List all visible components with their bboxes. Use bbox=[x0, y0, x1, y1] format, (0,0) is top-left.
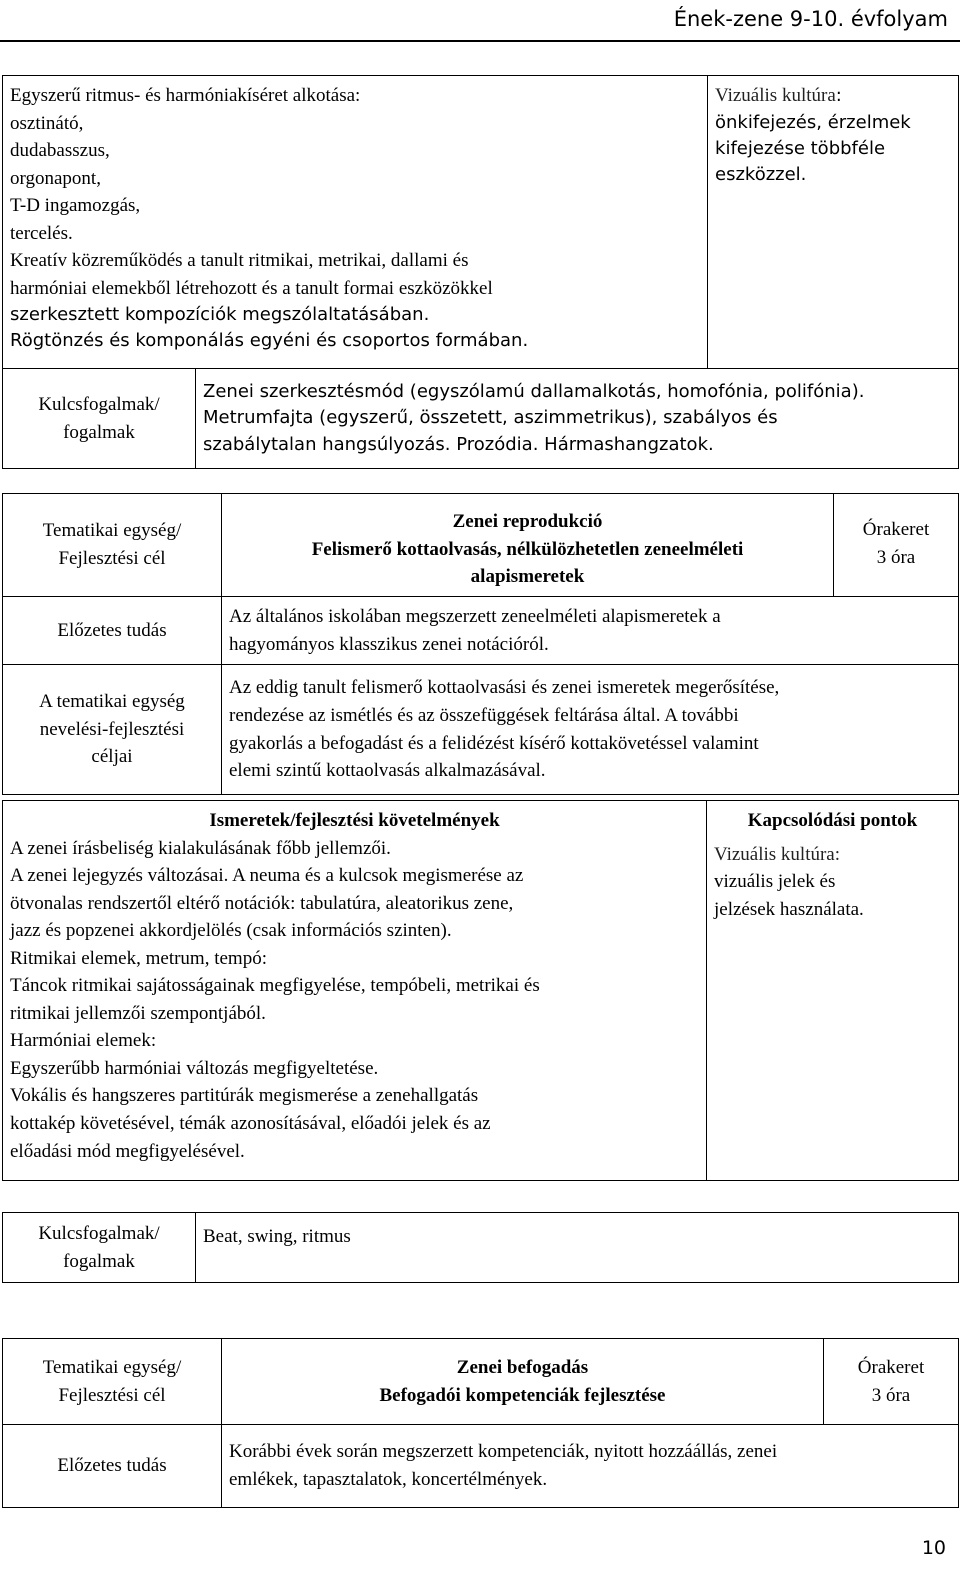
connection-heading: Vizuális kultúra bbox=[715, 85, 836, 106]
concept-line: Metrumfajta (egyszerű, összetett, aszimmetrikus), szabályos és bbox=[203, 407, 778, 429]
unit2-title-cell bbox=[222, 1339, 824, 1425]
label-line: Kulcsfogalmak/ bbox=[38, 393, 160, 415]
connection-line: vizuális jelek és bbox=[714, 871, 836, 893]
label-line: nevelési-fejlesztési bbox=[39, 718, 185, 740]
req-line: osztinátó, bbox=[10, 112, 84, 134]
label-line: céljai bbox=[91, 746, 133, 768]
unit2-hours-cell bbox=[824, 1339, 959, 1425]
label-line: fogalmak bbox=[63, 421, 135, 443]
concept-line: Zenei szerkesztésmód (egyszólamú dallamalkotás, homofónia, polifónia). bbox=[203, 381, 865, 403]
kulcsfogalmak-content bbox=[196, 369, 959, 469]
requirements-heading: Ismeretek/fejlesztési követelmények bbox=[209, 810, 500, 831]
hours-value: 3 óra bbox=[871, 1384, 911, 1406]
kulcsfogalmak-label bbox=[3, 369, 196, 469]
unit1-title-cell bbox=[222, 494, 834, 597]
prior-line: hagyományos klasszikus zenei notációról. bbox=[229, 633, 549, 655]
unit2-table bbox=[2, 1338, 959, 1508]
req-line: szerkesztett kompozíciók megszólaltatásában. bbox=[10, 304, 430, 326]
req-line: dudabasszus, bbox=[10, 140, 110, 162]
connection-line: jelzések használata. bbox=[714, 898, 864, 920]
goal-line: rendezése az ismétlés és az összefüggések feltárása által. A további bbox=[229, 704, 739, 726]
req-line: Táncok ritmikai sajátosságainak megfigyelése, tempóbeli, metrikai és bbox=[10, 975, 540, 997]
header-rule bbox=[0, 40, 960, 42]
concept-line: szabálytalan hangsúlyozás. Prozódia. Hármashangzatok. bbox=[203, 433, 714, 455]
goal-line: elemi szintű kottaolvasás alkalmazásával. bbox=[229, 760, 546, 782]
req-line: T-D ingamozgás, bbox=[10, 195, 141, 217]
unit1-subtitle: Felismerő kottaolvasás, nélkülözhetetlen zeneelméleti bbox=[311, 538, 744, 560]
page-number: 10 bbox=[921, 1537, 946, 1560]
connection-line: eszközzel. bbox=[715, 163, 807, 185]
continuation-table bbox=[2, 75, 959, 469]
unit1-goals-label bbox=[3, 665, 222, 795]
req-line: Vokális és hangszeres partitúrák megismerése a zenehallgatás bbox=[10, 1085, 479, 1107]
req-line: előadási mód megfigyelésével. bbox=[10, 1140, 245, 1162]
requirements-cell bbox=[3, 801, 707, 1181]
hours-label: Órakeret bbox=[862, 519, 930, 540]
connection-line: kifejezése többféle bbox=[715, 137, 886, 159]
connection-line: önkifejezés, érzelmek bbox=[715, 111, 911, 133]
req-line: orgonapont, bbox=[10, 167, 101, 189]
label-line: fogalmak bbox=[63, 1250, 135, 1272]
label-line: Kulcsfogalmak/ bbox=[38, 1222, 160, 1244]
connections-cell bbox=[708, 76, 959, 369]
unit1-goals-content bbox=[222, 665, 959, 795]
label-line: Fejlesztési cél bbox=[58, 1384, 166, 1406]
unit1-subtitle: alapismeretek bbox=[470, 566, 585, 588]
req-line: Rögtönzés és komponálás egyéni és csoportos formában. bbox=[10, 330, 529, 352]
req-line: kottakép követésével, témák azonosításával, előadói jelek és az bbox=[10, 1113, 491, 1135]
unit1-table bbox=[2, 493, 959, 795]
connections-heading: Kapcsolódási pontok bbox=[747, 810, 918, 831]
unit2-title: Zenei befogadás bbox=[456, 1356, 589, 1378]
unit1-prior-content bbox=[222, 597, 959, 665]
req-line: jazz és popzenei akkordjelölés (csak információs szinten). bbox=[10, 920, 452, 942]
req-line: harmóniai elemekből létrehozott és a tanult formai eszközökkel bbox=[10, 277, 493, 299]
prior-line: emlékek, tapasztalatok, koncertélmények. bbox=[229, 1469, 548, 1490]
label-line: Tematikai egység/ bbox=[42, 1356, 182, 1378]
label-line: Tematikai egység/ bbox=[42, 520, 182, 542]
connection-heading: Vizuális kultúra: bbox=[714, 843, 841, 865]
req-line: Egyszerű ritmus- és harmóniakíséret alkotása: bbox=[10, 85, 361, 106]
connection-colon: : bbox=[835, 85, 842, 106]
goal-line: Az eddig tanult felismerő kottaolvasási és zenei ismeretek megerősítése, bbox=[229, 677, 780, 699]
req-line: ötvonalas rendszertől eltérő notációk: tabulatúra, aleatorikus zene, bbox=[10, 892, 514, 914]
unit2-subtitle: Befogadói kompetenciák fejlesztése bbox=[379, 1384, 666, 1406]
unit1-title: Zenei reprodukció bbox=[452, 511, 603, 532]
unit1-prior-label: Előzetes tudás bbox=[3, 597, 222, 665]
req-line: ritmikai jellemzői szempontjából. bbox=[10, 1002, 266, 1024]
prior-line: Korábbi évek során megszerzett kompetenciák, nyitott hozzáállás, zenei bbox=[229, 1441, 778, 1463]
kulcsfogalmak-content: Beat, swing, ritmus bbox=[196, 1213, 959, 1283]
req-line: A zenei lejegyzés változásai. A neuma és a kulcsok megismerése az bbox=[10, 865, 524, 887]
label-line: A tematikai egység bbox=[39, 691, 185, 713]
kulcsfogalmak-label bbox=[3, 1213, 196, 1283]
req-line: Egyszerűbb harmóniai változás megfigyeltetése. bbox=[10, 1057, 379, 1079]
unit2-prior-content bbox=[222, 1425, 959, 1508]
req-line: Ritmikai elemek, metrum, tempó: bbox=[10, 947, 267, 969]
unit1-tematikai-label bbox=[3, 494, 222, 597]
unit1-requirements-table bbox=[2, 800, 959, 1181]
prior-line: Az általános iskolában megszerzett zeneelméleti alapismeretek a bbox=[229, 605, 721, 627]
unit1-hours-cell bbox=[834, 494, 959, 597]
kulcsfogalmak-table bbox=[2, 1212, 959, 1283]
connections-cell bbox=[707, 801, 959, 1181]
requirements-cell bbox=[3, 76, 708, 369]
goal-line: gyakorlás a befogadást és a felidézést kísérő kottakövetéssel valamint bbox=[229, 732, 759, 754]
req-line: Harmóniai elemek: bbox=[10, 1030, 157, 1052]
hours-value: 3 óra bbox=[876, 546, 916, 568]
hours-label: Órakeret bbox=[857, 1356, 925, 1378]
unit2-tematikai-label bbox=[3, 1339, 222, 1425]
req-line: tercelés. bbox=[10, 222, 73, 244]
req-line: Kreatív közreműködés a tanult ritmikai, metrikai, dallami és bbox=[10, 250, 469, 272]
label-line: Fejlesztési cél bbox=[58, 548, 166, 569]
header-title: Ének-zene 9-10. évfolyam bbox=[673, 7, 948, 31]
req-line: A zenei írásbeliség kialakulásának főbb jellemzői. bbox=[10, 837, 391, 859]
unit2-prior-label: Előzetes tudás bbox=[3, 1425, 222, 1508]
